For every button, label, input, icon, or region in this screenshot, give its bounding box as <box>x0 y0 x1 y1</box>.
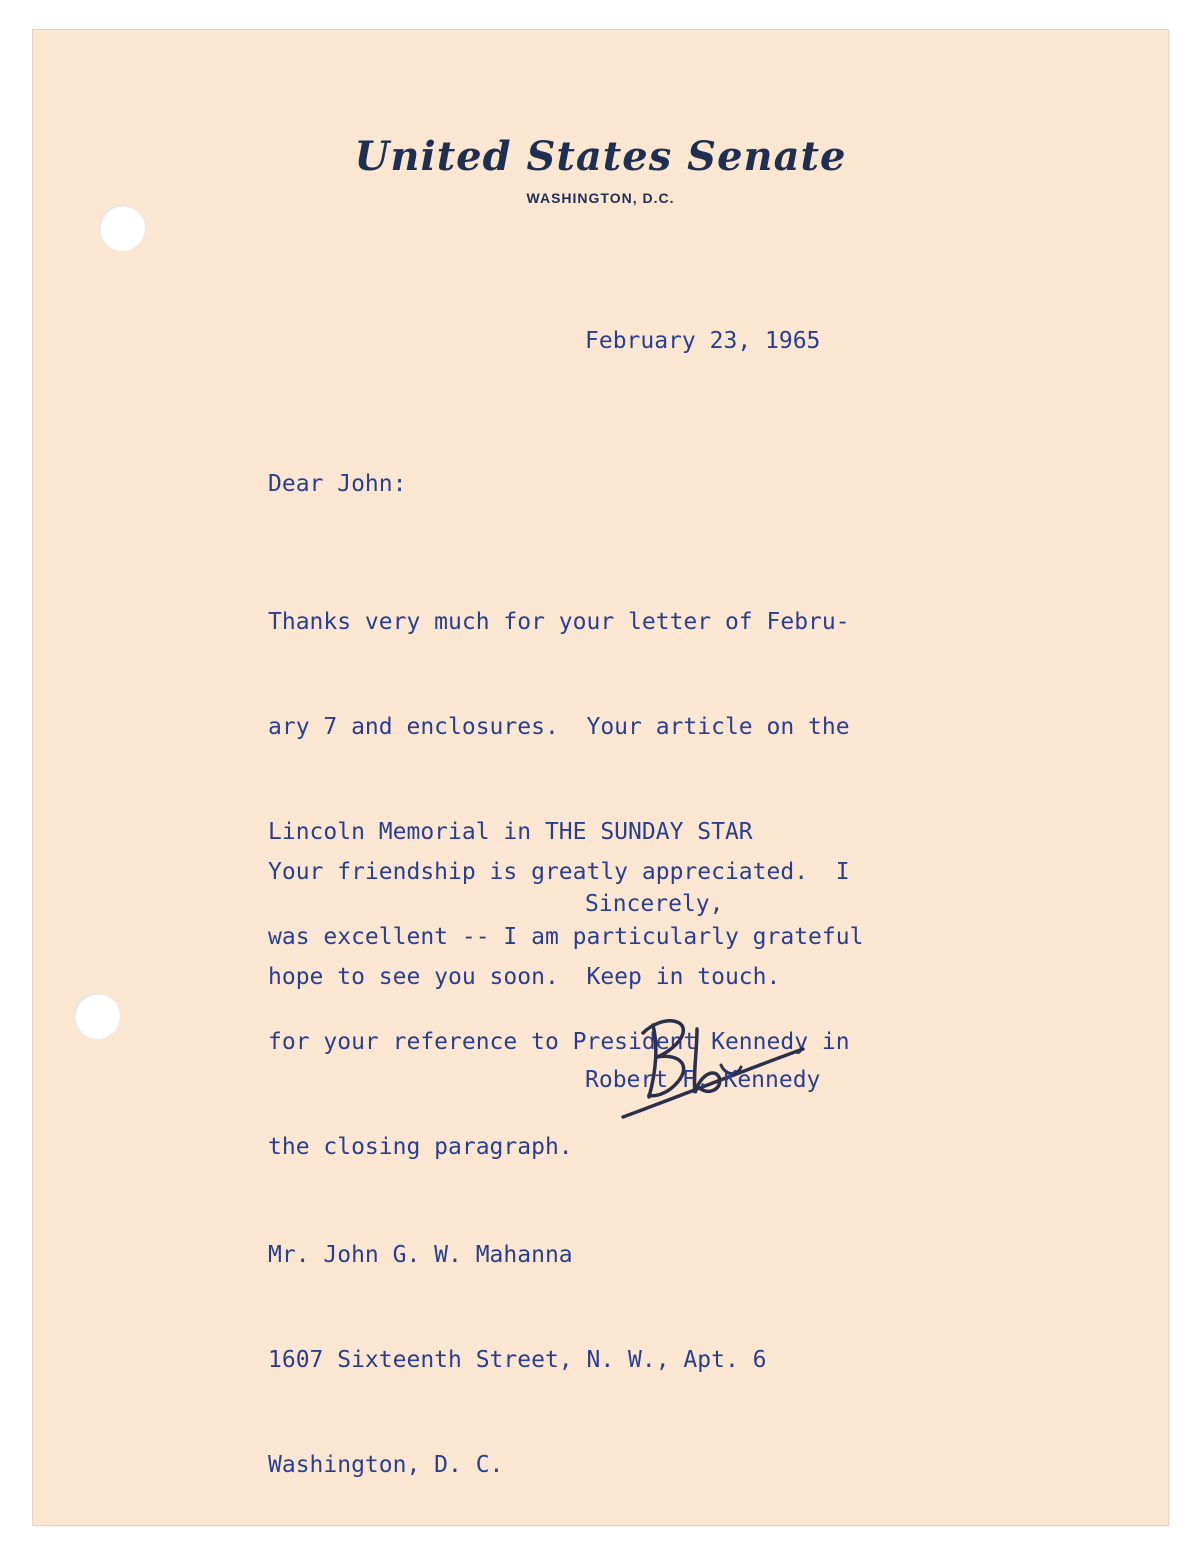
letter-date: February 23, 1965 <box>585 328 821 354</box>
body-line: hope to see you soon. Keep in touch. <box>268 964 781 990</box>
recipient-line: Mr. John G. W. Mahanna <box>268 1242 573 1268</box>
body-line: was excellent -- I am particularly grateful <box>268 924 864 950</box>
punch-hole-top <box>99 205 145 251</box>
body-line: ary 7 and enclosures. Your article on the <box>268 714 850 740</box>
closing: Sincerely, <box>585 891 724 917</box>
signer-name: Robert F. Kennedy <box>585 1067 821 1093</box>
punch-hole-bottom <box>74 993 120 1039</box>
recipient-line: Washington, D. C. <box>268 1452 504 1478</box>
letter-sheet <box>33 30 1168 1525</box>
letterhead-location: WASHINGTON, D.C. <box>526 190 675 206</box>
letterhead-title: United States Senate <box>354 133 847 180</box>
recipient-address <box>268 1168 767 1553</box>
body-line: Thanks very much for your letter of Febru- <box>268 609 850 635</box>
body-line: Lincoln Memorial in THE SUNDAY STAR <box>268 819 753 845</box>
body-line: the closing paragraph. <box>268 1134 573 1160</box>
recipient-line: 1607 Sixteenth Street, N. W., Apt. 6 <box>268 1347 767 1373</box>
salutation: Dear John: <box>268 471 407 497</box>
body-line: for your reference to President Kennedy in <box>268 1029 850 1055</box>
body-line: Your friendship is greatly appreciated. I <box>268 859 850 885</box>
